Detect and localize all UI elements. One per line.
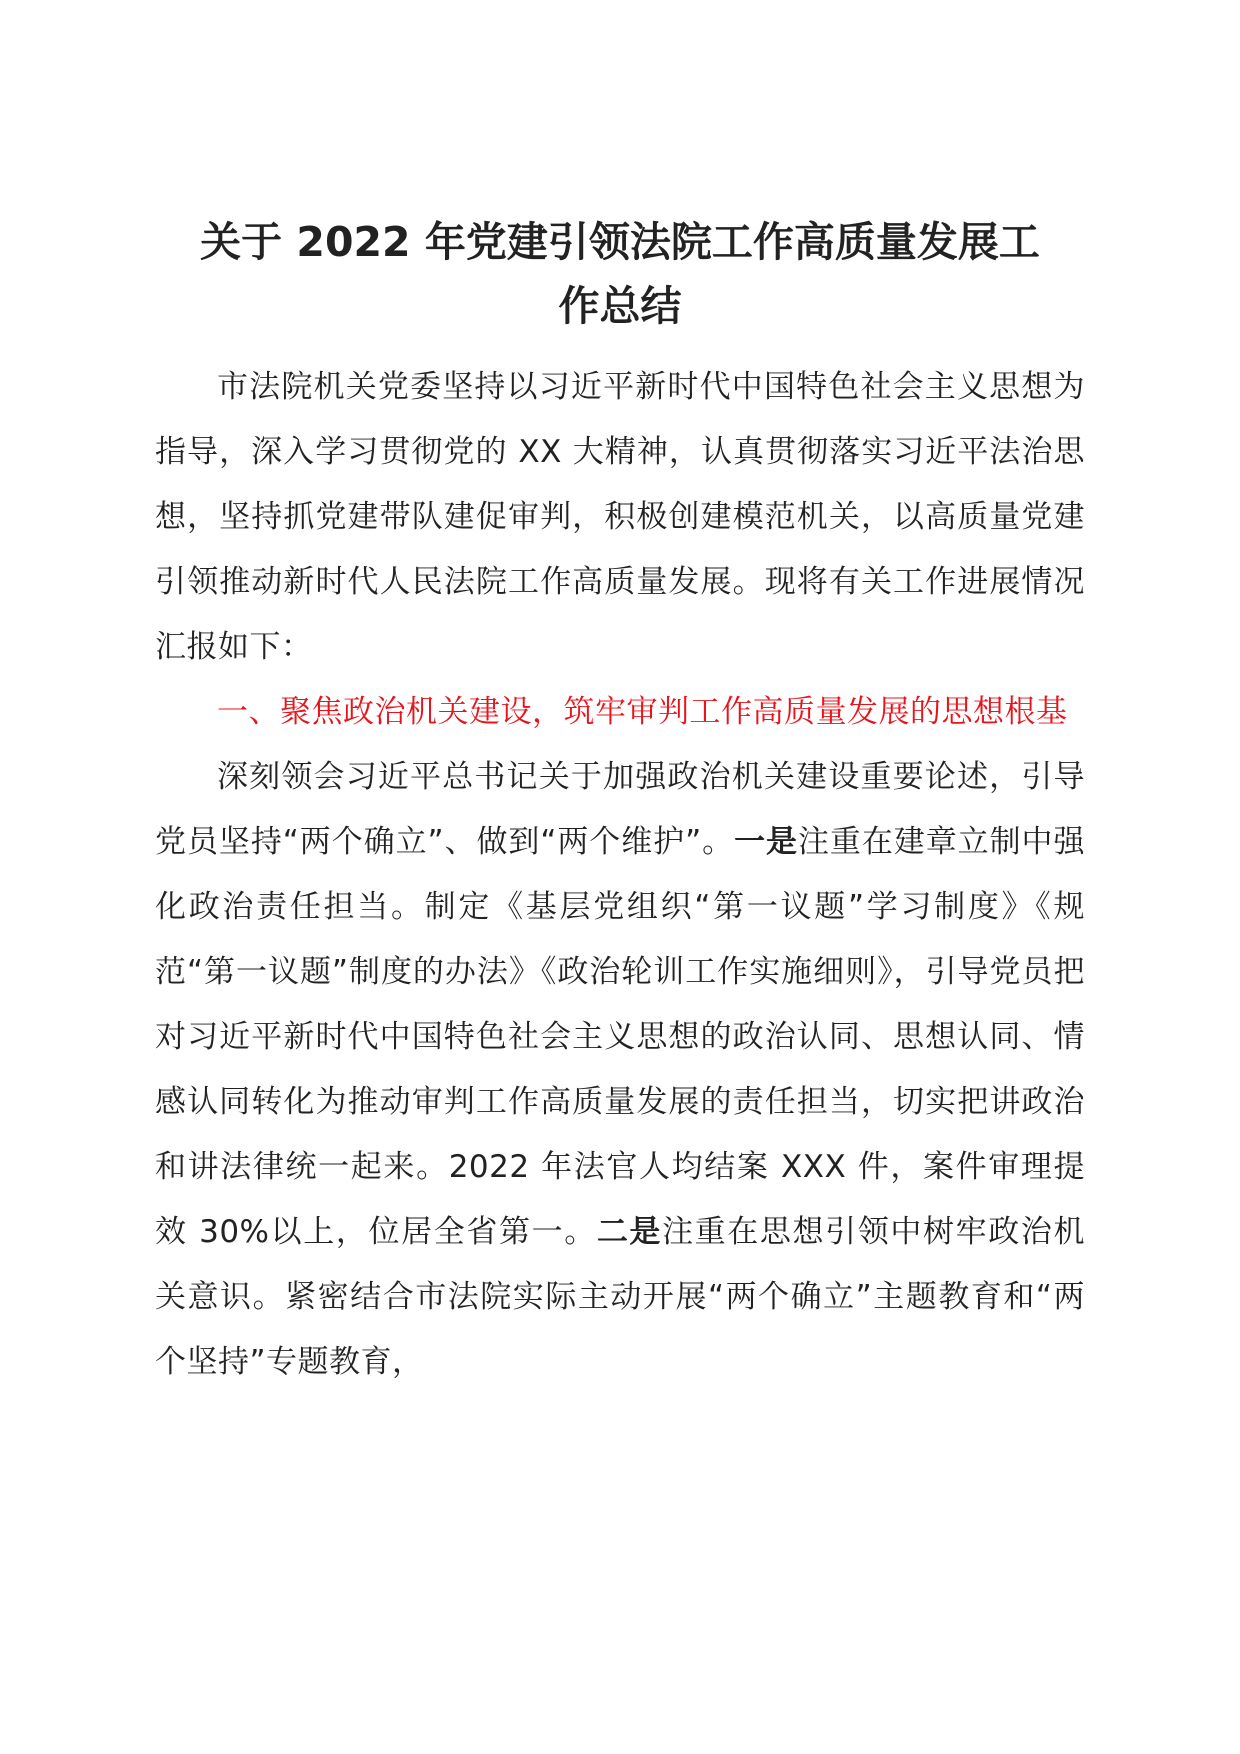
title-line-1: 关于 2022 年党建引领法院工作高质量发展工 xyxy=(200,218,1040,266)
document-title xyxy=(155,210,1085,338)
point-1-text: 注重在建章立制中强化政治责任担当。制定《基层党组织“第一议题”学习制度》《规范“第一议题”制度的办法》《政治轮训工作实施细则》，引导党员把对习近平新时代中国特色社会主义思想的政治认同、思想认同、情感认同转化为推动审判工作高质量发展的责任担当，切实把讲政治和讲法律统一起来。2022 年法官人均结案 XXX 件，案件审理提效 30%以上，位居全省第一。 xyxy=(155,824,1086,1250)
intro-paragraph: 市法院机关党委坚持以习近平新时代中国特色社会主义思想为指导，深入学习贯彻党的 XX 大精神，认真贯彻落实习近平法治思想，坚持抓党建带队建促审判，积极创建模范机关，以高质量党建引领推动新时代人民法院工作高质量发展。现将有关工作进展情况汇报如下： xyxy=(155,369,1085,665)
lead-marker-2: 二是 xyxy=(596,1214,663,1250)
section-1-opening: 深刻领会习近平总书记关于加强政治机关建设重要论述，引导党员坚持“两个确立”、做到“两个维护”。 xyxy=(155,759,1085,860)
document-page xyxy=(155,210,1085,1395)
title-line-2: 作总结 xyxy=(558,282,682,330)
lead-marker-1: 一是 xyxy=(734,824,798,860)
section-1-body xyxy=(155,745,1085,1395)
section-1-heading: 一、聚焦政治机关建设，筑牢审判工作高质量发展的思想根基 xyxy=(217,694,1068,730)
point-2-text: 注重在思想引领中树牢政治机关意识。紧密结合市法院实际主动开展“两个确立”主题教育和“两个坚持”专题教育， xyxy=(155,1214,1085,1380)
